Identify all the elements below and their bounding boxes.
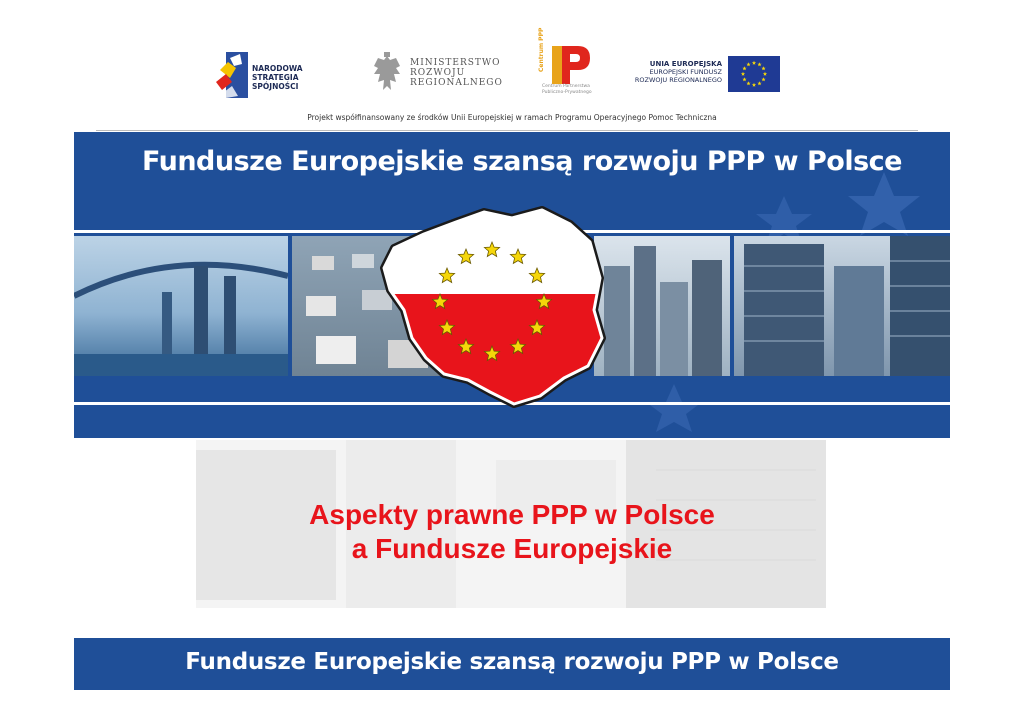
presentation-subtitle [0, 498, 1024, 566]
nss-logo [216, 50, 346, 100]
nss-logo-text: NARODOWA STRATEGIA SPÓJNOŚCI [252, 64, 303, 91]
eu-logo-fund: EUROPEJSKI FUNDUSZ ROZWOJU REGIONALNEGO [634, 68, 722, 84]
ppp-logo-icon [552, 44, 592, 88]
city-skyline-photo [594, 236, 730, 376]
eu-logo [628, 56, 788, 96]
ppp-center-logo [538, 27, 598, 108]
bridge-photo [74, 236, 288, 376]
logo-strip [0, 0, 1024, 132]
office-towers-photo [734, 236, 950, 376]
ppp-logo-subtext: Centrum Partnerstwa Publiczno-Prywatnego [542, 84, 592, 95]
divider [96, 130, 918, 131]
project-cofinancing-note: Projekt współfinansowany ze środków Unii Europejskiej w ramach Programu Operacyjnego Pomoc Techniczna [307, 113, 717, 122]
footer-banner [74, 638, 950, 690]
eagle-emblem-icon [370, 52, 404, 96]
ppp-logo-side-text: Centrum PPP [538, 27, 545, 72]
eu-logo-title: UNIA EUROPEJSKA [649, 60, 722, 68]
ministry-logo [370, 52, 510, 102]
banner-title: Fundusze Europejskie szansą rozwoju PPP w Polsce [142, 146, 902, 177]
ministry-logo-text: MINISTERSTWO ROZWOJU REGIONALNEGO [410, 58, 503, 88]
subtitle-line-2: a Fundusze Europejskie [351, 533, 673, 564]
nss-logo-icon [216, 52, 248, 98]
eu-logo-text [628, 60, 722, 84]
header-banner [74, 132, 950, 438]
footer-title: Fundusze Europejskie szansą rozwoju PPP w Polsce [185, 649, 839, 675]
poland-map-icon [364, 198, 614, 414]
eu-flag-icon [728, 56, 780, 92]
subtitle-line-1: Aspekty prawne PPP w Polsce [309, 499, 715, 530]
